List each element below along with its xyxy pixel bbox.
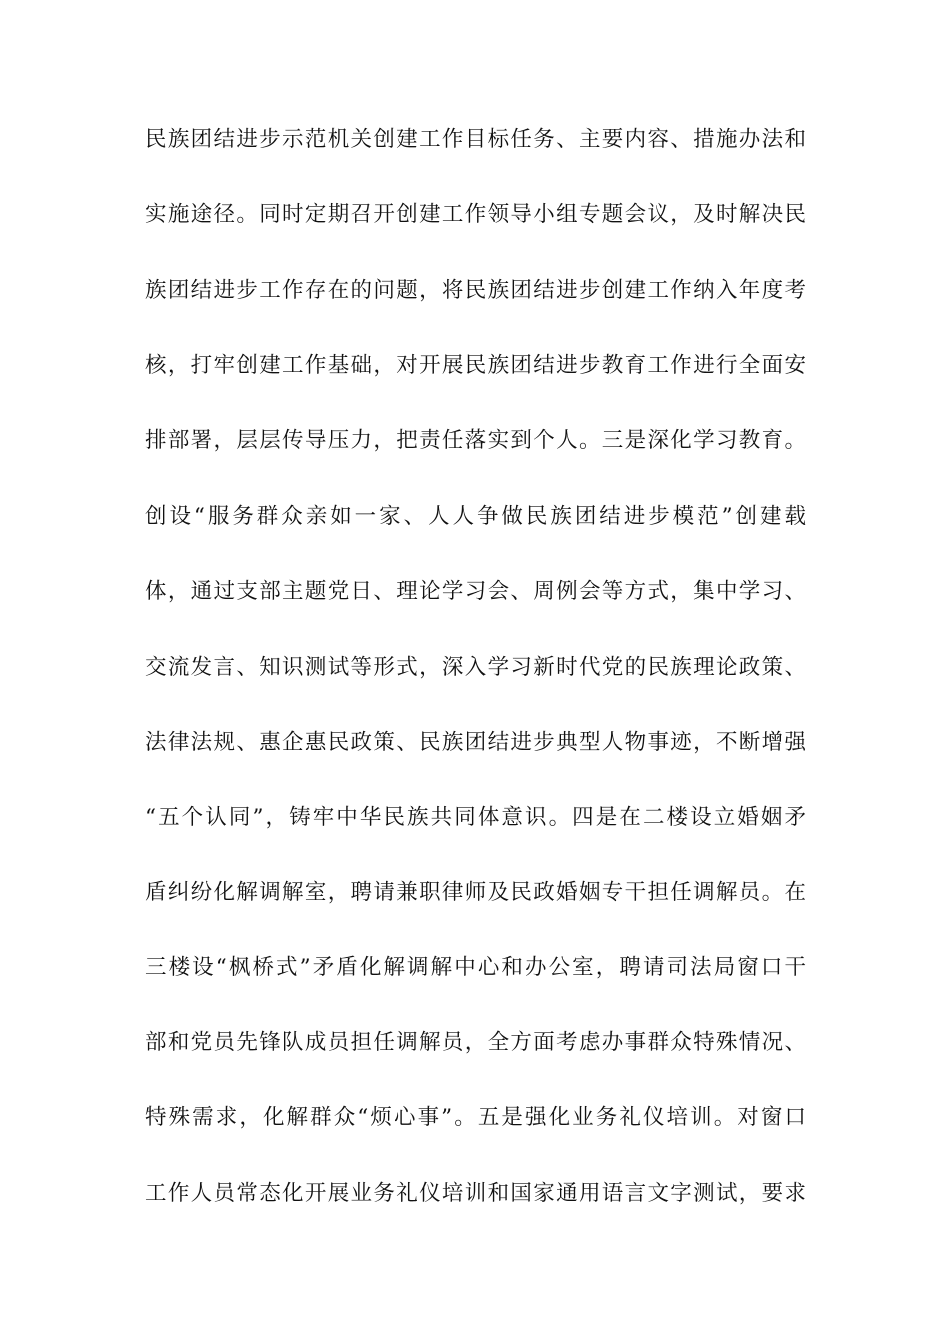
paragraph-line: 族团结进步工作存在的问题，将民族团结进步创建工作纳入年度考	[145, 278, 806, 303]
paragraph-line: 排部署，层层传导压力，把责任落实到个人。三是深化学习教育。	[145, 428, 806, 453]
paragraph-line: 三楼设“枫桥式”矛盾化解调解中心和办公室，聘请司法局窗口干	[145, 955, 806, 980]
paragraph-line: 盾纠纷化解调解室，聘请兼职律师及民政婚姻专干担任调解员。在	[145, 880, 806, 905]
paragraph-line: “五个认同”，铸牢中华民族共同体意识。四是在二楼设立婚姻矛	[145, 805, 806, 830]
paragraph-line: 体，通过支部主题党日、理论学习会、周例会等方式，集中学习、	[145, 579, 806, 604]
paragraph-line: 法律法规、惠企惠民政策、民族团结进步典型人物事迹，不断增强	[145, 730, 806, 755]
paragraph-line: 创设“服务群众亲如一家、人人争做民族团结进步模范”创建载	[145, 504, 806, 529]
paragraph-line: 核，打牢创建工作基础，对开展民族团结进步教育工作进行全面安	[145, 353, 806, 378]
paragraph-line: 部和党员先锋队成员担任调解员，全方面考虑办事群众特殊情况、	[145, 1030, 806, 1055]
paragraph-line: 实施途径。同时定期召开创建工作领导小组专题会议，及时解决民	[145, 202, 806, 227]
paragraph-line: 民族团结进步示范机关创建工作目标任务、主要内容、措施办法和	[145, 127, 806, 152]
paragraph-line: 特殊需求，化解群众“烦心事”。五是强化业务礼仪培训。对窗口	[145, 1105, 806, 1130]
paragraph-line: 工作人员常态化开展业务礼仪培训和国家通用语言文字测试，要求	[145, 1181, 806, 1206]
paragraph-line: 交流发言、知识测试等形式，深入学习新时代党的民族理论政策、	[145, 655, 806, 680]
